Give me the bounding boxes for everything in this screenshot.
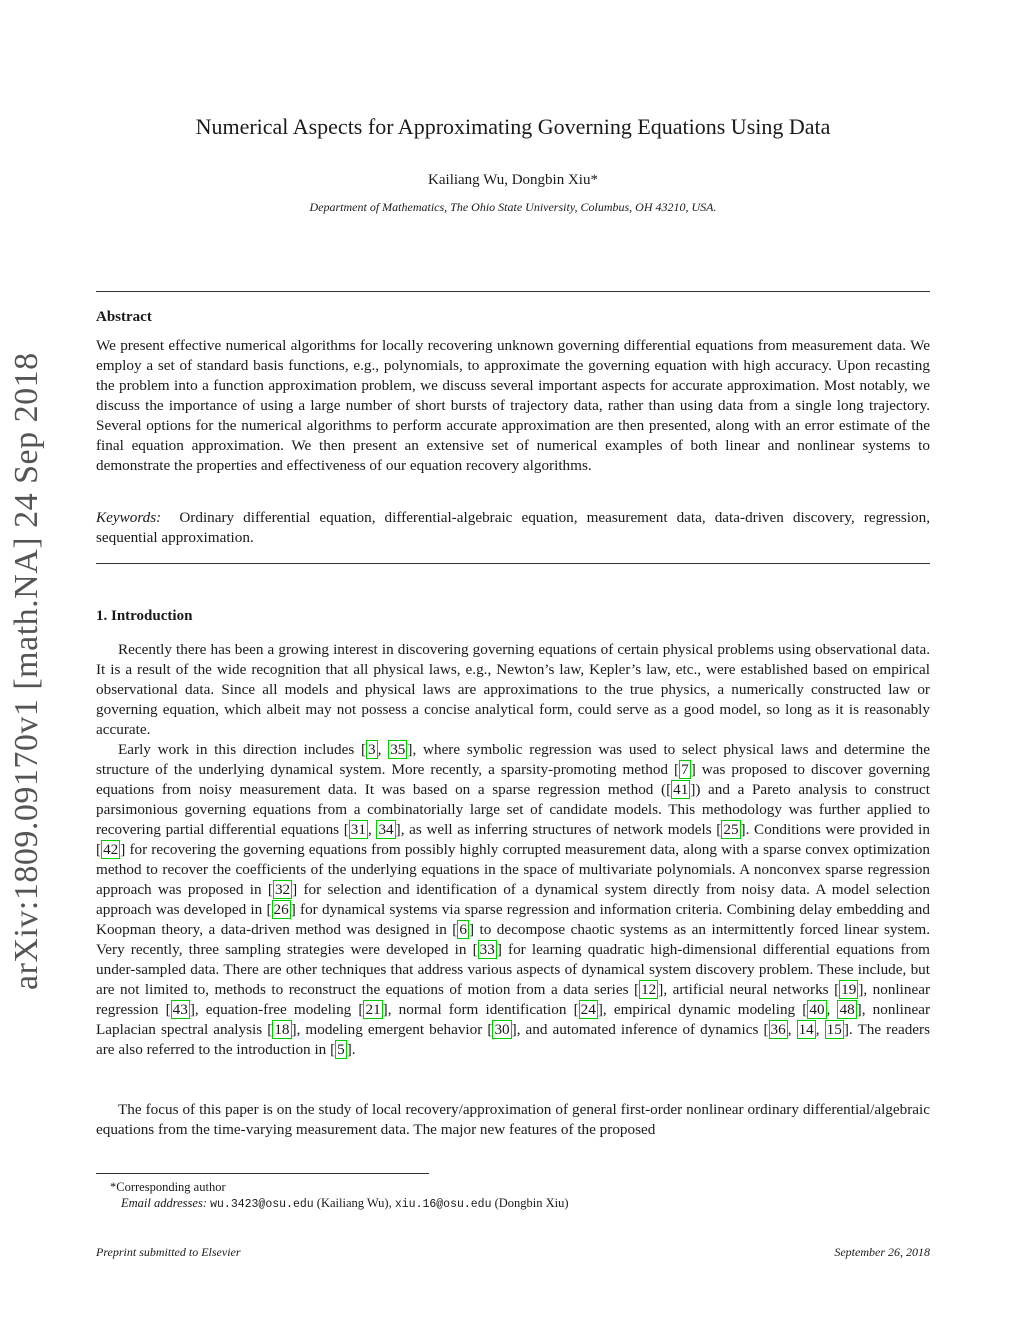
- intro-paragraph-3: The focus of this paper is on the study of local recovery/approximation of general first-order nonlinear ordinary differential/algebraic equations from the time-varying measurement data. The major new features of the proposed: [96, 1101, 930, 1138]
- citation-link[interactable]: 36: [770, 1021, 786, 1038]
- citation-link[interactable]: 43: [172, 1001, 188, 1018]
- citation-link[interactable]: 25: [723, 821, 739, 838]
- footnote-emails: [121, 1195, 955, 1213]
- authors: Kailiang Wu, Dongbin Xiu*: [428, 172, 598, 188]
- paragraph-text: Early work in this direction includes: [118, 741, 361, 758]
- email-link-xiu[interactable]: xiu.16@osu.edu: [394, 1198, 492, 1211]
- abstract-text: We present effective numerical algorithms for locally recovering unknown governing differential equations from measurement data. We employ a set of standard basis functions, e.g., polynomials, to approximate the governing equation with high accuracy. Upon recasting the problem into a function approximation problem, we discuss several important aspects for accurate approximation. Most notably, we discuss the importance of using a large number of short bursts of trajectory data, rather than using data from a single long trajectory. Several options for the numerical algorithms to perform accurate approximation are then presented, along with an error estimate of the final equation approximation. We then present an extensive set of numerical examples of both linear and nonlinear systems to demonstrate the properties and effectiveness of our equation recovery algorithms.: [96, 337, 930, 474]
- paragraph-text: for dynamical systems via sparse regression and information criteria. Combining delay embedding and Koopman theory, a data-driven method was designed in: [96, 901, 930, 938]
- paragraph-text: , as well as inferring structures of network models: [400, 821, 717, 838]
- citation-link[interactable]: 6: [459, 921, 467, 938]
- intro-heading: 1. Introduction: [96, 608, 193, 624]
- footnote-corresponding: *Corresponding author: [110, 1180, 226, 1194]
- email-label: Email addresses:: [121, 1196, 207, 1210]
- paragraph-text: for learning quadratic high-dimensional differential equations from under-sampled data. There are other techniques that address various aspects of dynamical system discovery problem. These include, but are not limited to, methods to reconstruct the equations of motion from a data series: [96, 941, 930, 998]
- citation-link[interactable]: 15: [826, 1021, 842, 1038]
- paragraph-text: . The readers are also referred to the introduction in: [96, 1021, 931, 1058]
- citation-link[interactable]: 31: [350, 821, 366, 838]
- paper-title: Numerical Aspects for Approximating Governing Equations Using Data: [195, 114, 831, 139]
- citation-link[interactable]: 33: [479, 941, 495, 958]
- citation-link[interactable]: 35: [390, 741, 406, 758]
- paragraph-text: , modeling emergent behavior: [296, 1021, 488, 1038]
- paragraph-text: for recovering the governing equations from possibly highly corrupted measurement data, along with a sparse convex optimization method to recover the coefficients of the underlying equations in the space of multivariate polynomials. A nonconvex sparse regression approach was proposed in: [96, 841, 930, 898]
- paragraph-text: , nonlinear regression: [96, 981, 930, 1018]
- footnote-rule: [96, 1173, 429, 1174]
- citation-link[interactable]: 5: [337, 1041, 345, 1058]
- citation-link[interactable]: 12: [641, 981, 657, 998]
- citation-link[interactable]: 48: [839, 1001, 855, 1018]
- keywords: [96, 508, 930, 548]
- keywords-label: Keywords:: [96, 509, 162, 526]
- email-name-xiu: (Dongbin Xiu): [491, 1196, 569, 1210]
- citation-link[interactable]: 40: [809, 1001, 825, 1018]
- citation-link[interactable]: 26: [273, 901, 289, 918]
- email-link-wu[interactable]: wu.3423@osu.edu: [210, 1198, 314, 1211]
- citation-link[interactable]: 21: [365, 1001, 381, 1018]
- intro-paragraph-2: Early work in this direction includes [ 3 , 35 ], where symbolic regression was used to select physical laws and determine the structure of the underlying dynamical system. More recently, a sparsity-promoting method [ 7 ] was proposed to discover governing equations from noisy measurement data. It was based on a sparse regression method ([ 41 ]) and a Pareto analysis to construct parsimonious governing equations from a combinatorially large set of candidate models. This methodology was further applied to recovering partial differential equations [ 31 , 34 ], as well as inferring structures of network models [ 25 ]. Conditions were provided in [ 42 ] for recovering the governing equations from possibly highly corrupted measurement data, along with a sparse convex optimization method to recover the coefficients of the underlying equations in the space of multivariate polynomials. A nonconvex sparse regression approach was proposed in [ 32 ] for selection and identification of a dynamical system directly from noisy data. A model selection approach was developed in [ 26 ] for dynamical systems via sparse regression and information criteria. Combining delay embedding and Koopman theory, a data-driven method was designed in [ 6 ] to decompose chaotic systems as an intermittently forced linear system. Very recently, three sampling strategies were developed in [ 33 ] for learning quadratic high-dimensional differential equations from under-sampled data. There are other techniques that address various aspects of dynamical system discovery problem. These include, but are not limited to, methods to reconstruct the equations of motion from a data series [ 12 ], artificial neural networks [ 19 ], nonlinear regression [ 43 ], equation-free modeling [ 21 ], normal form identification [ 24 ], empirical dynamic modeling [ 40 , 48 ], nonlinear Laplacian spectral analysis [ 18 ], modeling emergent behavior [ 30 ], and automated inference of dynamics [ 36 , 14 , 15 ]. The readers are also referred to the introduction in [ 5 ].: [96, 741, 931, 1058]
- paragraph-text: , nonlinear Laplacian spectral analysis: [96, 1001, 931, 1038]
- paragraph-text: to decompose chaotic systems as an intermittently forced linear system. Very recently, three sampling strategies were developed in: [96, 921, 930, 958]
- paragraph-text: , where symbolic regression was used to select physical laws and determine the structure of the underlying dynamical system. More recently, a sparsity-promoting method: [96, 741, 931, 778]
- citation-link[interactable]: 41: [673, 781, 689, 798]
- footer-date: September 26, 2018: [834, 1245, 930, 1259]
- citation-link[interactable]: 19: [841, 981, 857, 998]
- paragraph-text: . Conditions were provided in: [745, 821, 930, 838]
- footer-preprint: Preprint submitted to Elsevier: [96, 1245, 241, 1259]
- citation-link[interactable]: 18: [274, 1021, 290, 1038]
- paragraph-text: , normal form identification: [387, 1001, 574, 1018]
- citation-link[interactable]: 42: [103, 841, 119, 858]
- citation-link[interactable]: 30: [494, 1021, 510, 1038]
- abstract-bottom-rule: [96, 563, 930, 564]
- citation-link[interactable]: 7: [681, 761, 689, 778]
- abstract-heading: Abstract: [96, 309, 152, 325]
- paragraph-text: for selection and identification of a dynamical system directly from noisy data. A model selection approach was developed in: [96, 881, 930, 918]
- email-name-wu: (Kailiang Wu),: [313, 1196, 395, 1210]
- paragraph-text: , empirical dynamic modeling: [602, 1001, 803, 1018]
- citation-link[interactable]: 32: [274, 881, 291, 898]
- citation-link[interactable]: 3: [368, 741, 376, 758]
- paragraph-text: , artificial neural networks: [663, 981, 835, 998]
- citation-link[interactable]: 24: [580, 1001, 596, 1018]
- arxiv-identifier: arXiv:1809.09170v1 [math.NA] 24 Sep 2018: [8, 352, 45, 990]
- citation-link[interactable]: 34: [378, 821, 394, 838]
- keywords-text: Ordinary differential equation, differential-algebraic equation, measurement data, data-driven discovery, regression, sequential approximation.: [96, 509, 931, 546]
- paragraph-text: ) and a Pareto analysis to construct parsimonious governing equations from a combinatorially large set of candidate models. This methodology was further applied to recovering partial differential equations: [96, 781, 930, 838]
- abstract-top-rule: [96, 291, 930, 292]
- intro-paragraph-1: Recently there has been a growing interest in discovering governing equations of certain physical problems using observational data. It is a result of the wide recognition that all physical laws, e.g., Newton’s law, Kepler’s law, etc., were established based on empirical observational data. Since all models and physical laws are approximations to the true physics, a numerically constructed law or governing equation, which albeit may not possess a concise analytical form, could serve as a good model, so long as it is reasonably accurate.: [96, 641, 930, 738]
- paragraph-text: .: [351, 1041, 356, 1058]
- paragraph-text: was proposed to discover governing equations from noisy measurement data. It was based on a sparse regression method (: [96, 761, 930, 798]
- affiliation: Department of Mathematics, The Ohio State University, Columbus, OH 43210, USA.: [309, 200, 717, 214]
- paragraph-text: , equation-free modeling: [194, 1001, 359, 1018]
- citation-link[interactable]: 14: [798, 1021, 814, 1038]
- paragraph-text: , and automated inference of dynamics: [516, 1021, 764, 1038]
